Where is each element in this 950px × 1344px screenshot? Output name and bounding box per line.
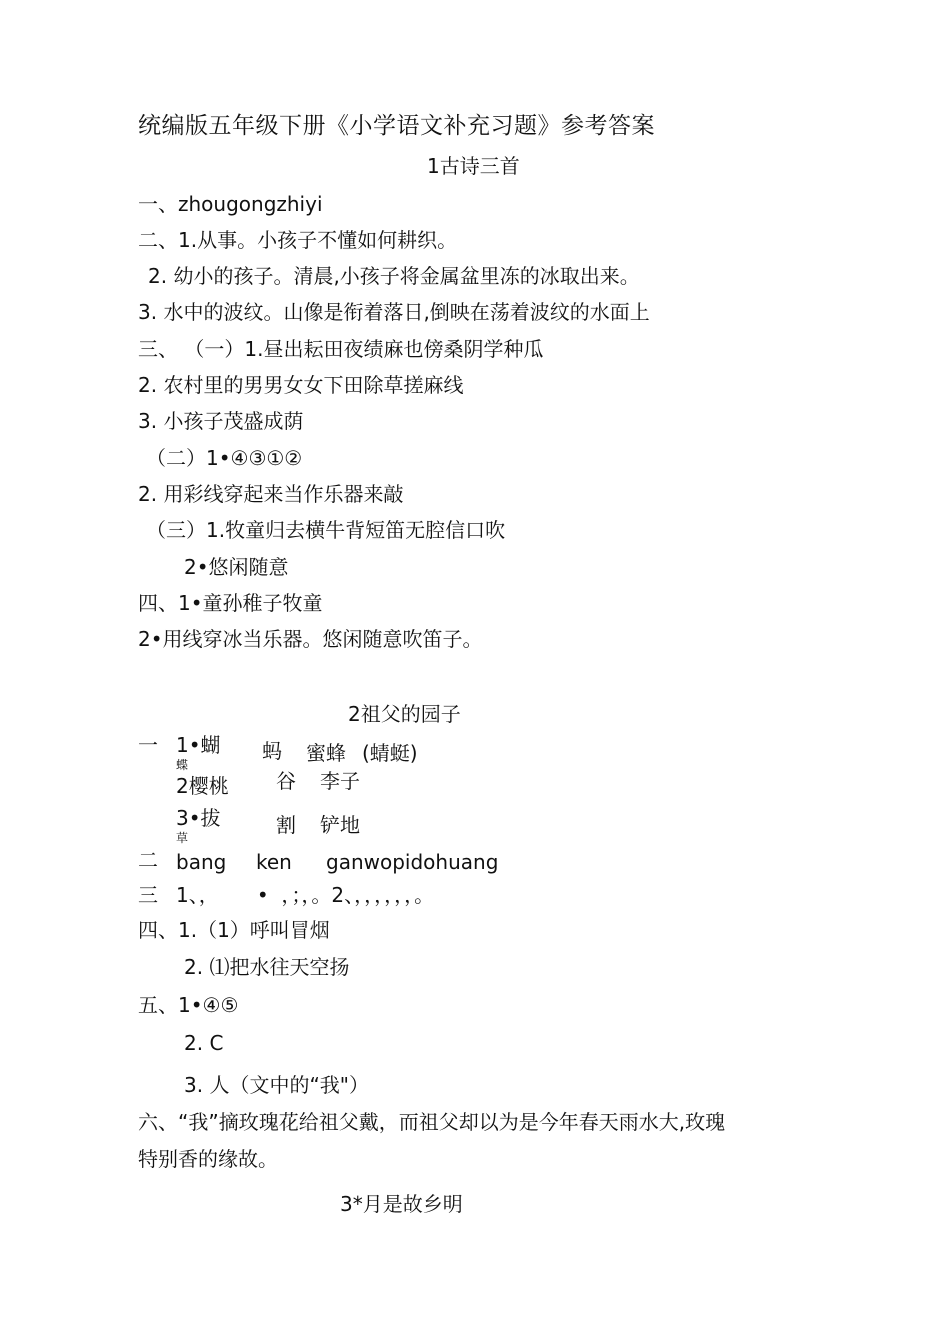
q5-line: 五、1•④⑤ [138,993,239,1017]
l1-answer-line: 四、1•童孙稚子牧童 [138,591,323,615]
l1-answer-line: 2. 用彩线穿起来当作乐器来敲 [138,482,404,506]
q1-row2-item: 2樱桃 [176,774,229,798]
l1-answer-line: （二）1•④③①② [146,446,303,470]
q4-line: 2. ⑴把水往天空扬 [184,955,350,979]
q6-line: 特别香的缘故。 [138,1147,278,1171]
q1-row2-item: 谷 [276,769,296,793]
q1-row1-item: 1•蝴 蝶 [176,733,221,772]
l1-answer-line: 2•悠闲随意 [184,555,289,579]
q3-marker: 三 [138,883,158,907]
q1-row1-item: 蜜蜂 [306,741,346,765]
q1-marker: 一 [138,733,158,757]
document-title: 统编版五年级下册《小学语文补充习题》参考答案 [138,113,655,139]
q4-line: 四、1.（1）呼叫冒烟 [138,918,330,942]
lesson2-heading: 2祖父的园子 [348,702,461,726]
q5-line: 3. 人（文中的“我"） [184,1073,369,1097]
q1-row3-item: 3•拔 草 [176,806,221,845]
l1-answer-line: 3. 水中的波纹。山像是衔着落日,倒映在荡着波纹的水面上 [138,300,650,324]
q1-row2-item: 李子 [320,769,360,793]
l1-answer-line: 2. 农村里的男男女女下田除草搓麻线 [138,373,464,397]
q1-row3-item: 铲地 [320,813,360,837]
l1-answer-line: 一、zhougongzhiyi [138,192,323,216]
l1-answer-line: 2. 幼小的孩子。清晨,小孩子将金属盆里冻的冰取出来。 [148,264,640,288]
l1-answer-line: 二、1.从事。小孩子不懂如何耕织。 [138,228,458,252]
q1-row3-item: 割 [276,813,296,837]
q6-line: 六、“我”摘玫瑰花给祖父戴，而祖父却以为是今年春天雨水大,玫瑰 [138,1110,726,1134]
q2-marker: 二 [138,848,158,872]
lesson1-heading: 1古诗三首 [427,154,520,178]
l1-answer-line: 2•用线穿冰当乐器。悠闲随意吹笛子。 [138,627,483,651]
q1-row1-item: (蜻蜓) [362,741,418,765]
l1-answer-line: 三、 （一）1.昼出耘田夜绩麻也傍桑阴学种瓜 [138,337,544,361]
q5-line: 2. C [184,1031,224,1055]
l1-answer-line: 3. 小孩子茂盛成荫 [138,409,304,433]
l1-answer-line: （三）1.牧童归去横牛背短笛无腔信口吹 [146,518,506,542]
q2-item: bang [176,850,227,874]
q3-answer: 1、， • ，；，。2、，，，，，，。 [176,883,435,907]
lesson3-heading: 3*月是故乡明 [340,1192,463,1216]
q2-item: ganwopidohuang [326,850,499,874]
q2-item: ken [256,850,292,874]
q1-row1-item: 蚂 [262,739,282,763]
